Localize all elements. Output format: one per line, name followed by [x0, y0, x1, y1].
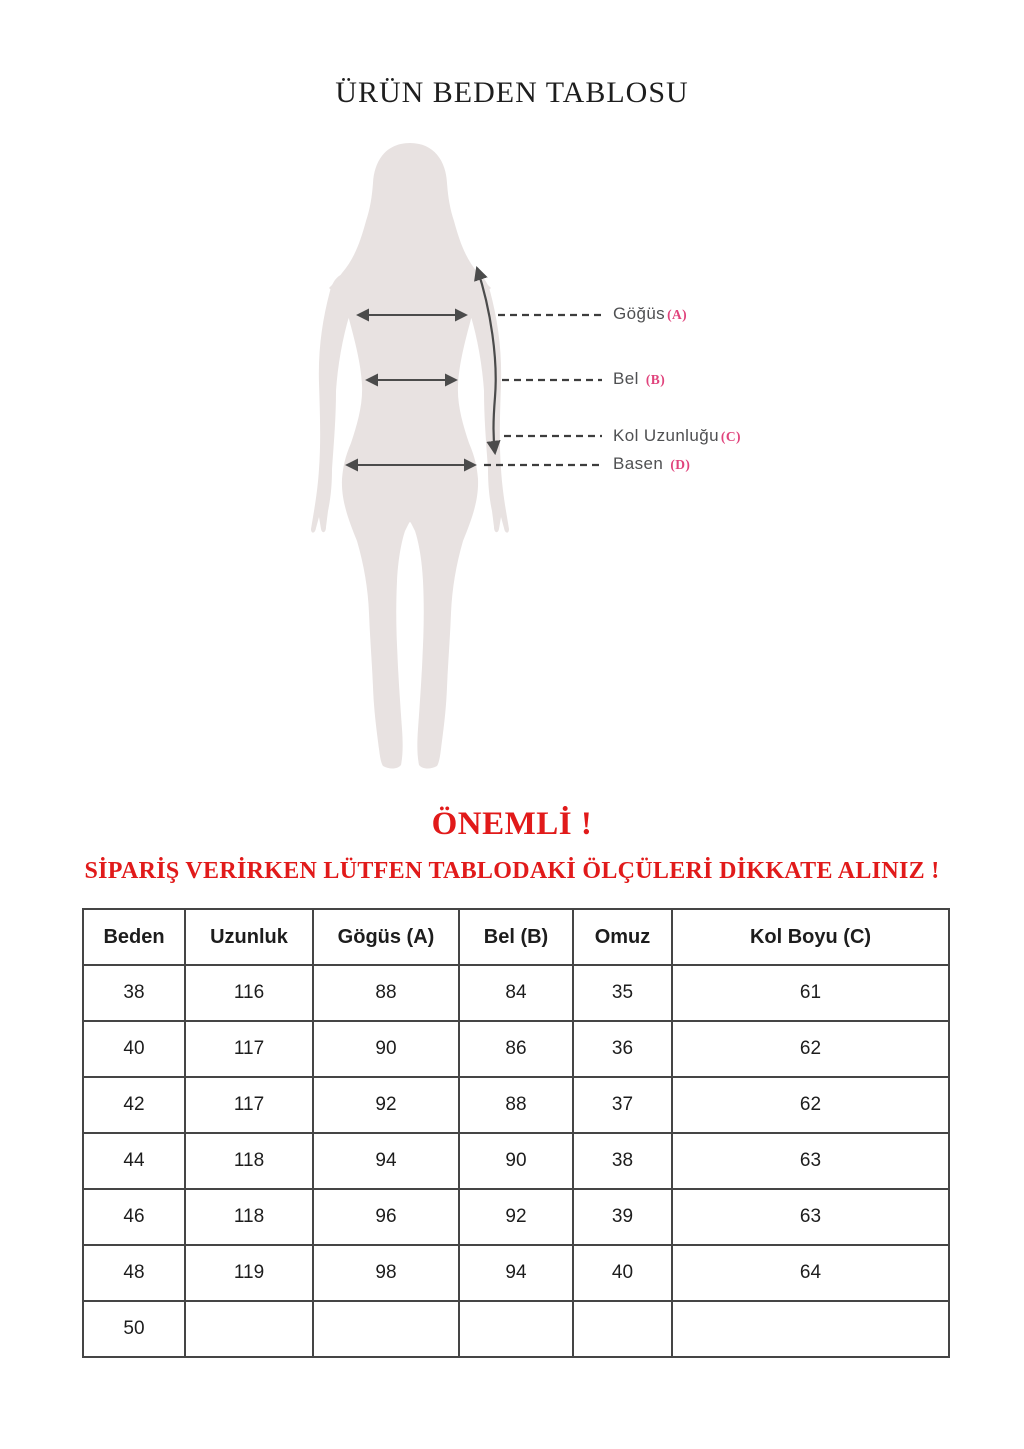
measurement-label-chest [613, 305, 687, 324]
size-cell [459, 1301, 573, 1357]
size-cell: 62 [672, 1021, 949, 1077]
header-kol-boyu: Kol Boyu (C) [672, 909, 949, 965]
size-cell: 39 [573, 1189, 672, 1245]
label-code: (A) [667, 307, 688, 322]
size-cell [185, 1301, 313, 1357]
table-row [83, 1245, 949, 1301]
size-cell: 64 [672, 1245, 949, 1301]
size-cell: 92 [313, 1077, 459, 1133]
label-text: Bel [613, 369, 639, 388]
table-row [83, 1301, 949, 1357]
label-code: (D) [670, 457, 691, 472]
size-cell [313, 1301, 459, 1357]
table-row [83, 1077, 949, 1133]
size-cell: 35 [573, 965, 672, 1021]
size-cell: 88 [313, 965, 459, 1021]
size-cell: 40 [83, 1021, 185, 1077]
size-cell: 84 [459, 965, 573, 1021]
size-cell: 63 [672, 1189, 949, 1245]
body-measurement-diagram [270, 125, 670, 790]
header-beden: Beden [83, 909, 185, 965]
size-cell: 94 [459, 1245, 573, 1301]
size-cell: 44 [83, 1133, 185, 1189]
size-cell: 38 [83, 965, 185, 1021]
measurement-label-hip [613, 455, 690, 474]
header-omuz: Omuz [573, 909, 672, 965]
size-cell: 86 [459, 1021, 573, 1077]
measurement-label-arm-length [613, 427, 741, 446]
label-code: (B) [645, 372, 666, 387]
header-bel: Bel (B) [459, 909, 573, 965]
size-cell: 116 [185, 965, 313, 1021]
size-cell: 36 [573, 1021, 672, 1077]
size-cell: 37 [573, 1077, 672, 1133]
page-title: ÜRÜN BEDEN TABLOSU [335, 76, 689, 109]
size-cell: 90 [313, 1021, 459, 1077]
size-cell: 50 [83, 1301, 185, 1357]
size-cell: 40 [573, 1245, 672, 1301]
size-cell: 119 [185, 1245, 313, 1301]
size-table-header-row [83, 909, 949, 965]
size-cell: 42 [83, 1077, 185, 1133]
size-cell: 63 [672, 1133, 949, 1189]
size-cell: 94 [313, 1133, 459, 1189]
size-cell: 62 [672, 1077, 949, 1133]
table-row [83, 965, 949, 1021]
label-text: Göğüs [613, 304, 666, 323]
label-code: (C) [720, 429, 741, 444]
warning-subheading: SİPARİŞ VERİRKEN LÜTFEN TABLODAKİ ÖLÇÜLERİ DİKKATE ALINIZ ! [84, 858, 940, 884]
measurement-label-waist [613, 370, 665, 389]
size-cell: 38 [573, 1133, 672, 1189]
size-cell: 96 [313, 1189, 459, 1245]
size-cell: 61 [672, 965, 949, 1021]
size-cell: 88 [459, 1077, 573, 1133]
size-cell: 90 [459, 1133, 573, 1189]
size-cell: 46 [83, 1189, 185, 1245]
label-text: Kol Uzunluğu [613, 426, 719, 445]
size-cell [573, 1301, 672, 1357]
size-cell [672, 1301, 949, 1357]
size-cell: 118 [185, 1133, 313, 1189]
size-cell: 117 [185, 1021, 313, 1077]
size-cell: 117 [185, 1077, 313, 1133]
header-uzunluk: Uzunluk [185, 909, 313, 965]
table-row [83, 1189, 949, 1245]
label-text: Basen [613, 454, 664, 473]
body-silhouette [311, 143, 509, 769]
size-cell: 98 [313, 1245, 459, 1301]
header-gogus: Gögüs (A) [313, 909, 459, 965]
warning-heading: ÖNEMLİ ! [431, 806, 593, 842]
size-cell: 48 [83, 1245, 185, 1301]
size-cell: 118 [185, 1189, 313, 1245]
table-row [83, 1021, 949, 1077]
table-row [83, 1133, 949, 1189]
size-cell: 92 [459, 1189, 573, 1245]
size-table [82, 908, 950, 1358]
